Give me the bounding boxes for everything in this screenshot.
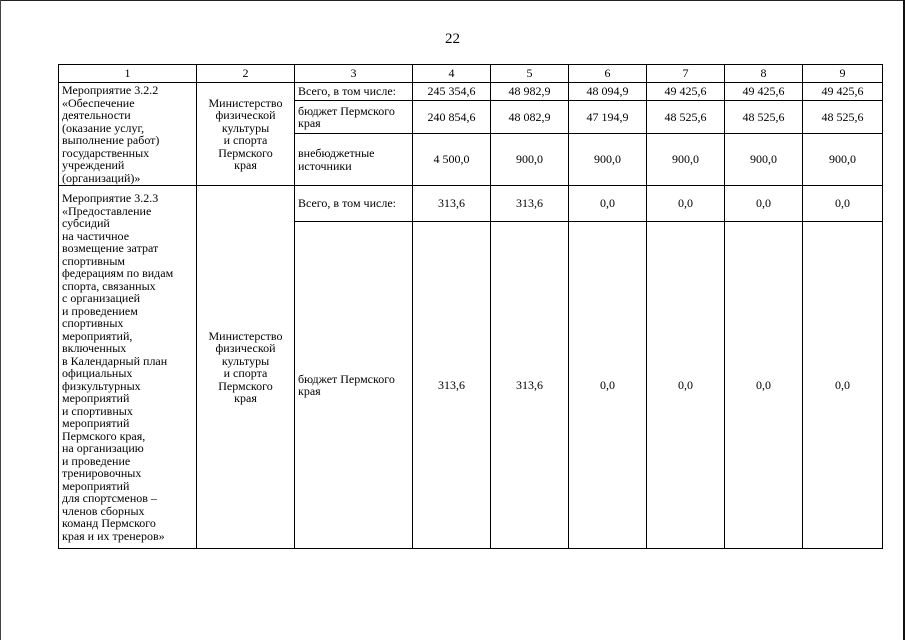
amount-cell: 0,0 <box>569 222 647 549</box>
header-cell: 5 <box>491 65 569 83</box>
event-title-line: учреждений <box>62 158 125 172</box>
budget-table <box>58 64 883 549</box>
event-title-line: включенных <box>62 341 127 355</box>
funding-source-line: бюджет Пермского <box>298 371 395 386</box>
scan-edge-left <box>0 0 1 640</box>
page-number: 22 <box>445 31 460 47</box>
amount-cell: 900,0 <box>569 134 647 186</box>
amount-cell: 313,6 <box>491 222 569 549</box>
event-title-line: спортивных <box>62 316 124 330</box>
event-title-line: субсидий <box>62 216 110 230</box>
executor-line: Министерство <box>208 328 283 343</box>
event-title-line: спортивным <box>62 253 125 268</box>
event-title-line: членов сборных <box>62 503 145 518</box>
event-title-line: Пермского края, <box>62 428 146 443</box>
event-title-line: и спортивных <box>62 403 133 418</box>
executor-line: Министерство <box>208 95 283 110</box>
executor-line: и спорта <box>223 366 268 380</box>
amount-cell: 313,6 <box>491 186 569 222</box>
event-title-line: Мероприятие 3.2.2 <box>62 83 159 97</box>
funding-source-cell <box>295 186 413 222</box>
event-title-line: (оказание услуг, <box>62 120 145 135</box>
funding-source-cell <box>295 83 413 101</box>
event-title-line: спорта, связанных <box>62 278 156 293</box>
amount-cell: 0,0 <box>647 186 725 222</box>
header-cell: 6 <box>569 65 647 83</box>
amount-cell: 245 354,6 <box>413 83 491 101</box>
funding-source-line: края <box>298 384 321 398</box>
table-row <box>59 83 883 101</box>
event-title-line: в Календарный план <box>62 353 168 368</box>
executor-cell <box>197 83 295 186</box>
event-title-line: мероприятий <box>62 416 130 430</box>
executor-line: культуры <box>221 120 270 135</box>
event-title-line: федерациям по видам <box>62 266 174 280</box>
amount-cell: 48 094,9 <box>569 83 647 101</box>
scan-edge-top <box>0 0 905 1</box>
event-title-line: деятельности <box>62 108 131 122</box>
header-cell: 1 <box>59 65 197 83</box>
event-title-line: и проведением <box>62 303 138 318</box>
funding-source-cell <box>295 101 413 134</box>
header-cell: 8 <box>725 65 803 83</box>
event-title-line: (организаций)» <box>62 170 141 185</box>
funding-source-cell <box>295 222 413 549</box>
executor-line: культуры <box>221 353 270 368</box>
event-title-line: официальных <box>62 366 133 380</box>
event-title-line: тренировочных <box>62 466 142 480</box>
amount-cell: 49 425,6 <box>647 83 725 101</box>
funding-source-line: края <box>298 116 321 131</box>
event-title-line: на организацию <box>62 441 144 455</box>
amount-cell: 0,0 <box>803 222 883 549</box>
funding-source-cell <box>295 134 413 186</box>
table-row <box>59 186 883 222</box>
event-title-line: мероприятий, <box>62 328 133 343</box>
amount-cell: 47 194,9 <box>569 101 647 134</box>
amount-cell: 900,0 <box>647 134 725 186</box>
amount-cell: 48 525,6 <box>647 101 725 134</box>
amount-cell: 48 525,6 <box>725 101 803 134</box>
event-title-line: выполнение работ) <box>62 133 160 147</box>
event-title-line: мероприятий <box>62 478 130 493</box>
amount-cell: 49 425,6 <box>725 83 803 101</box>
header-row <box>59 65 883 83</box>
amount-cell: 313,6 <box>413 222 491 549</box>
header-cell: 3 <box>295 65 413 83</box>
amount-cell: 48 982,9 <box>491 83 569 101</box>
event-title-line: «Обеспечение <box>62 95 135 110</box>
event-title-cell <box>59 186 197 549</box>
header-cell: 2 <box>197 65 295 83</box>
executor-line: физической <box>215 108 276 122</box>
event-title-line: команд Пермского <box>62 516 156 530</box>
amount-cell: 0,0 <box>569 186 647 222</box>
executor-line: Пермского <box>218 145 273 160</box>
event-title-line: для спортсменов – <box>62 491 157 505</box>
header-cell: 7 <box>647 65 725 83</box>
amount-cell: 900,0 <box>491 134 569 186</box>
event-title-line: мероприятий <box>62 391 130 405</box>
event-title-line: с организацией <box>62 291 141 305</box>
executor-cell <box>197 186 295 549</box>
amount-cell: 0,0 <box>725 222 803 549</box>
funding-source-line: внебюджетные <box>298 146 375 161</box>
funding-source-line: источники <box>298 158 352 173</box>
executor-line: физической <box>215 341 276 355</box>
amount-cell: 313,6 <box>413 186 491 222</box>
header-cell: 9 <box>803 65 883 83</box>
funding-source-line: Всего, в том числе: <box>298 196 396 211</box>
event-title-cell <box>59 83 197 186</box>
executor-line: края <box>234 158 257 172</box>
header-cell: 4 <box>413 65 491 83</box>
amount-cell: 49 425,6 <box>803 83 883 101</box>
event-title-line: на частичное <box>62 228 130 243</box>
event-title-line: Мероприятие 3.2.3 <box>62 191 159 205</box>
amount-cell: 240 854,6 <box>413 101 491 134</box>
amount-cell: 0,0 <box>803 186 883 222</box>
executor-line: края <box>234 391 257 405</box>
amount-cell: 0,0 <box>725 186 803 222</box>
amount-cell: 48 525,6 <box>803 101 883 134</box>
executor-line: и спорта <box>223 133 268 147</box>
amount-cell: 900,0 <box>803 134 883 186</box>
event-title-line: возмещение затрат <box>62 241 159 255</box>
executor-line: Пермского <box>218 378 273 393</box>
funding-source-line: бюджет Пермского <box>298 103 395 118</box>
event-title-line: «Предоставление <box>62 203 152 218</box>
event-title-line: края и их тренеров» <box>62 528 165 543</box>
amount-cell: 0,0 <box>647 222 725 549</box>
event-title-line: физкультурных <box>62 378 141 393</box>
funding-source-line: Всего, в том числе: <box>298 84 396 99</box>
event-title-line: и проведение <box>62 453 131 468</box>
amount-cell: 900,0 <box>725 134 803 186</box>
amount-cell: 4 500,0 <box>413 134 491 186</box>
amount-cell: 48 082,9 <box>491 101 569 134</box>
event-title-line: государственных <box>62 145 150 160</box>
